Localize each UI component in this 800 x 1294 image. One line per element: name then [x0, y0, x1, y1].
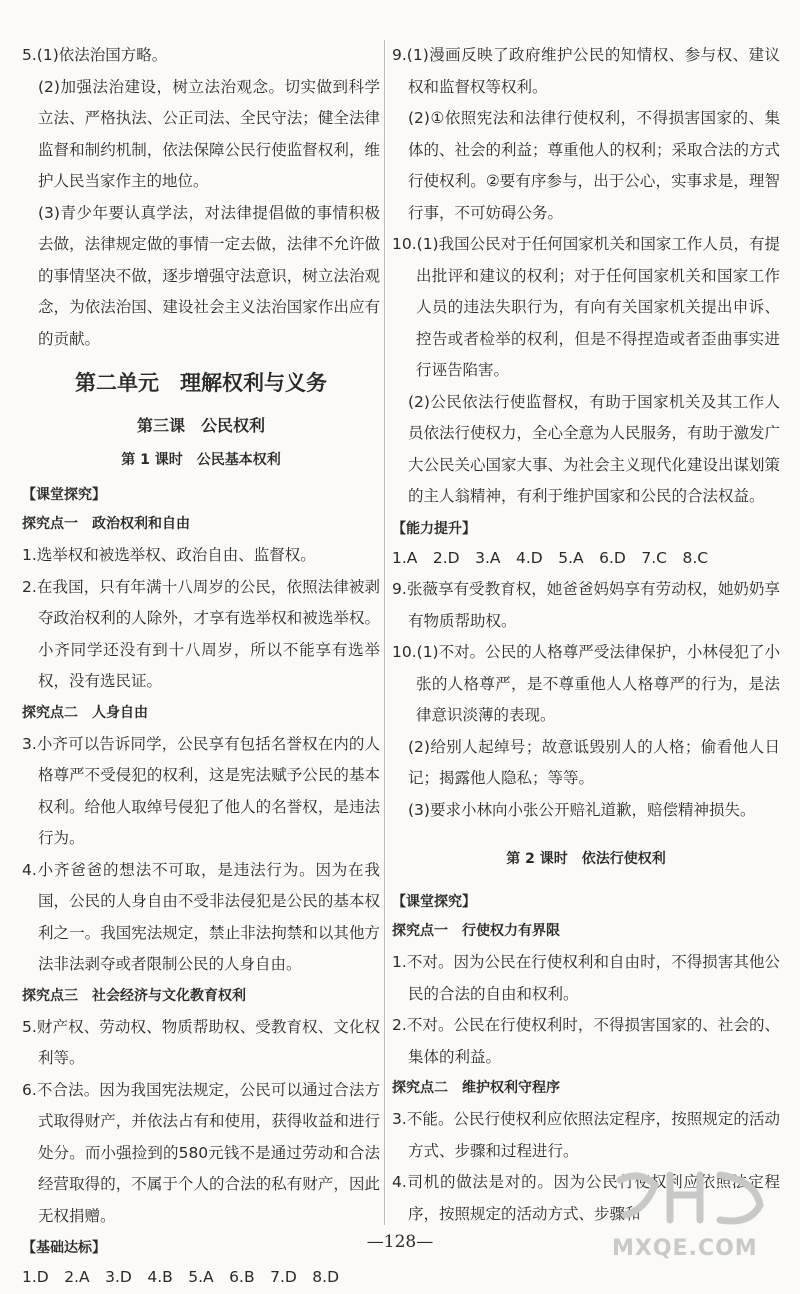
answer-5: 5.财产权、劳动权、物质帮助权、受教育权、文化权利等。 [22, 1017, 380, 1067]
answer-3: 3.小齐可以告诉同学，公民享有包括名誉权在内的人格尊严不受侵犯的权利，这是宪法赋予公民的基本权利。给他人取绰号侵犯了他人的名誉权，是违法行为。 [22, 734, 380, 847]
watermark-text: MXQE.COM [612, 1236, 758, 1261]
answer-5-1: 5.(1)依法治国方略。 [22, 46, 168, 64]
nengli-answers: 1.A 2.D 3.A 4.D 5.A 6.D 7.C 8.C [392, 548, 709, 567]
explore-point-2-1: 探究点一 行使权力有界限 [392, 923, 560, 939]
answer-5-2: (2)加强法治建设，树立法治观念。切实做到科学立法、严格执法、公正司法、全民守法；健全法律监督和制约机制，依法保障公民行使监督权利，维护人民当家作主的地位。 [38, 77, 380, 190]
explore-point-3: 探究点三 社会经济与文化教育权利 [22, 987, 246, 1004]
nengli-answer-9: 9.张薇享有受教育权，她爸爸妈妈享有劳动权，她奶奶享有物质帮助权。 [392, 580, 780, 630]
unit-title: 第二单元 理解权利与义务 [75, 370, 327, 395]
column-divider [384, 40, 385, 1225]
answer-9-1: 9.(1)漫画反映了政府维护公民的知情权、参与权、建议权和监督权等权利。 [392, 46, 780, 96]
nengli-answer-10-2: (2)给别人起绰号；故意诋毁别人的人格；偷看他人日记；揭露他人隐私；等等。 [408, 737, 780, 787]
page-number: —128— [366, 1232, 434, 1252]
period-title: 第 1 课时 公民基本权利 [121, 452, 281, 468]
left-column [22, 40, 380, 1294]
answer-b2: 2.不对。公民在行使权利时，不得损害国家的、社会的、集体的利益。 [392, 1016, 780, 1066]
explore-point-2-2: 探究点二 维护权利守程序 [392, 1080, 560, 1096]
answer-10-1: 10.(1)我国公民对于任何国家机关和国家工作人员，有提出批评和建议的权利；对于任何国家机关和国家工作人员的违法失职行为，有向有关国家机关提出申诉、控告或者检举的权利，但是不得捏造或者歪曲事实进行诬告陷害。 [392, 235, 780, 379]
nengli-answer-10-3: (3)要求小林向小张公开赔礼道歉，赔偿精神损失。 [408, 800, 756, 819]
jichu-answers: 1.D 2.A 3.D 4.B 5.A 6.B 7.D 8.D [22, 1268, 340, 1286]
section-nengli: 【能力提升】 [392, 520, 476, 537]
period-2-title: 第 2 课时 依法行使权利 [506, 851, 666, 867]
answer-9-2: (2)①依照宪法和法律行使权利，不得损害国家的、集体的、社会的利益；尊重他人的权利；采取合法的方式行使权利。②要有序参与，出于公心，实事求是，理智行事，不可妨碍公务。 [408, 109, 781, 222]
nengli-answer-10-1: 10.(1)不对。公民的人格尊严受法律保护，小林侵犯了小张的人格尊严，是不尊重他人人格尊严的行为，是法律意识淡薄的表现。 [392, 643, 780, 724]
answer-2: 2.在我国，只有年满十八周岁的公民，依照法律被剥夺政治权利的人除外，才享有选举权和被选举权。小齐同学还没有到十八周岁，所以不能享有选举权，没有选民证。 [22, 577, 380, 690]
answer-5-3: (3)青少年要认真学法，对法律提倡做的事情积极去做，法律规定做的事情一定去做，法律不允许做的事情坚决不做，逐步增强守法意识，树立法治观念，为依法治国、建设社会主义法治国家作出应有的贡献。 [38, 203, 380, 348]
answer-10-2: (2)公民依法行使监督权，有助于国家机关及其工作人员依法行使权力，全心全意为人民服务，有助于激发广大公民关心国家大事、为社会主义现代化建设出谋划策的主人翁精神，有利于维护国家和公民的合法权益。 [408, 392, 781, 505]
explore-point-2: 探究点二 人身自由 [22, 704, 148, 721]
explore-point-1: 探究点一 政治权利和自由 [22, 516, 190, 532]
right-column [392, 40, 780, 1230]
answer-4: 4.小齐爸爸的想法不可取，是违法行为。因为在我国，公民的人身自由不受非法侵犯是公民的基本权利之一。我国宪法规定，禁止非法拘禁和以其他方法非法剥夺或者限制公民的人身自由。 [22, 860, 380, 973]
answer-b1: 1.不对。因为公民在行使权利和自由时，不得损害其他公民的合法的自由和权利。 [392, 953, 780, 1003]
section-ketang-2: 【课堂探究】 [392, 894, 476, 910]
answer-1: 1.选举权和被选举权、政治自由、监督权。 [22, 546, 316, 564]
answer-b3: 3.不能。公民行使权利应依照法定程序，按照规定的活动方式、步骤和过程进行。 [392, 1110, 780, 1160]
lesson-title: 第三课 公民权利 [136, 416, 265, 435]
answer-b4: 4.司机的做法是对的。因为公民行使权利应依照法定程序，按照规定的活动方式、步骤和 [392, 1173, 780, 1223]
section-jichu: 【基础达标】 [22, 1240, 106, 1256]
section-ketang: 【课堂探究】 [22, 487, 106, 503]
answer-6: 6.不合法。因为我国宪法规定，公民可以通过合法方式取得财产，并依法占有和使用，获得收益和进行处分。而小强捡到的580元钱不是通过劳动和合法经营取得的，不属于个人的合法的私有财产，因此无权捐赠。 [22, 1080, 380, 1225]
